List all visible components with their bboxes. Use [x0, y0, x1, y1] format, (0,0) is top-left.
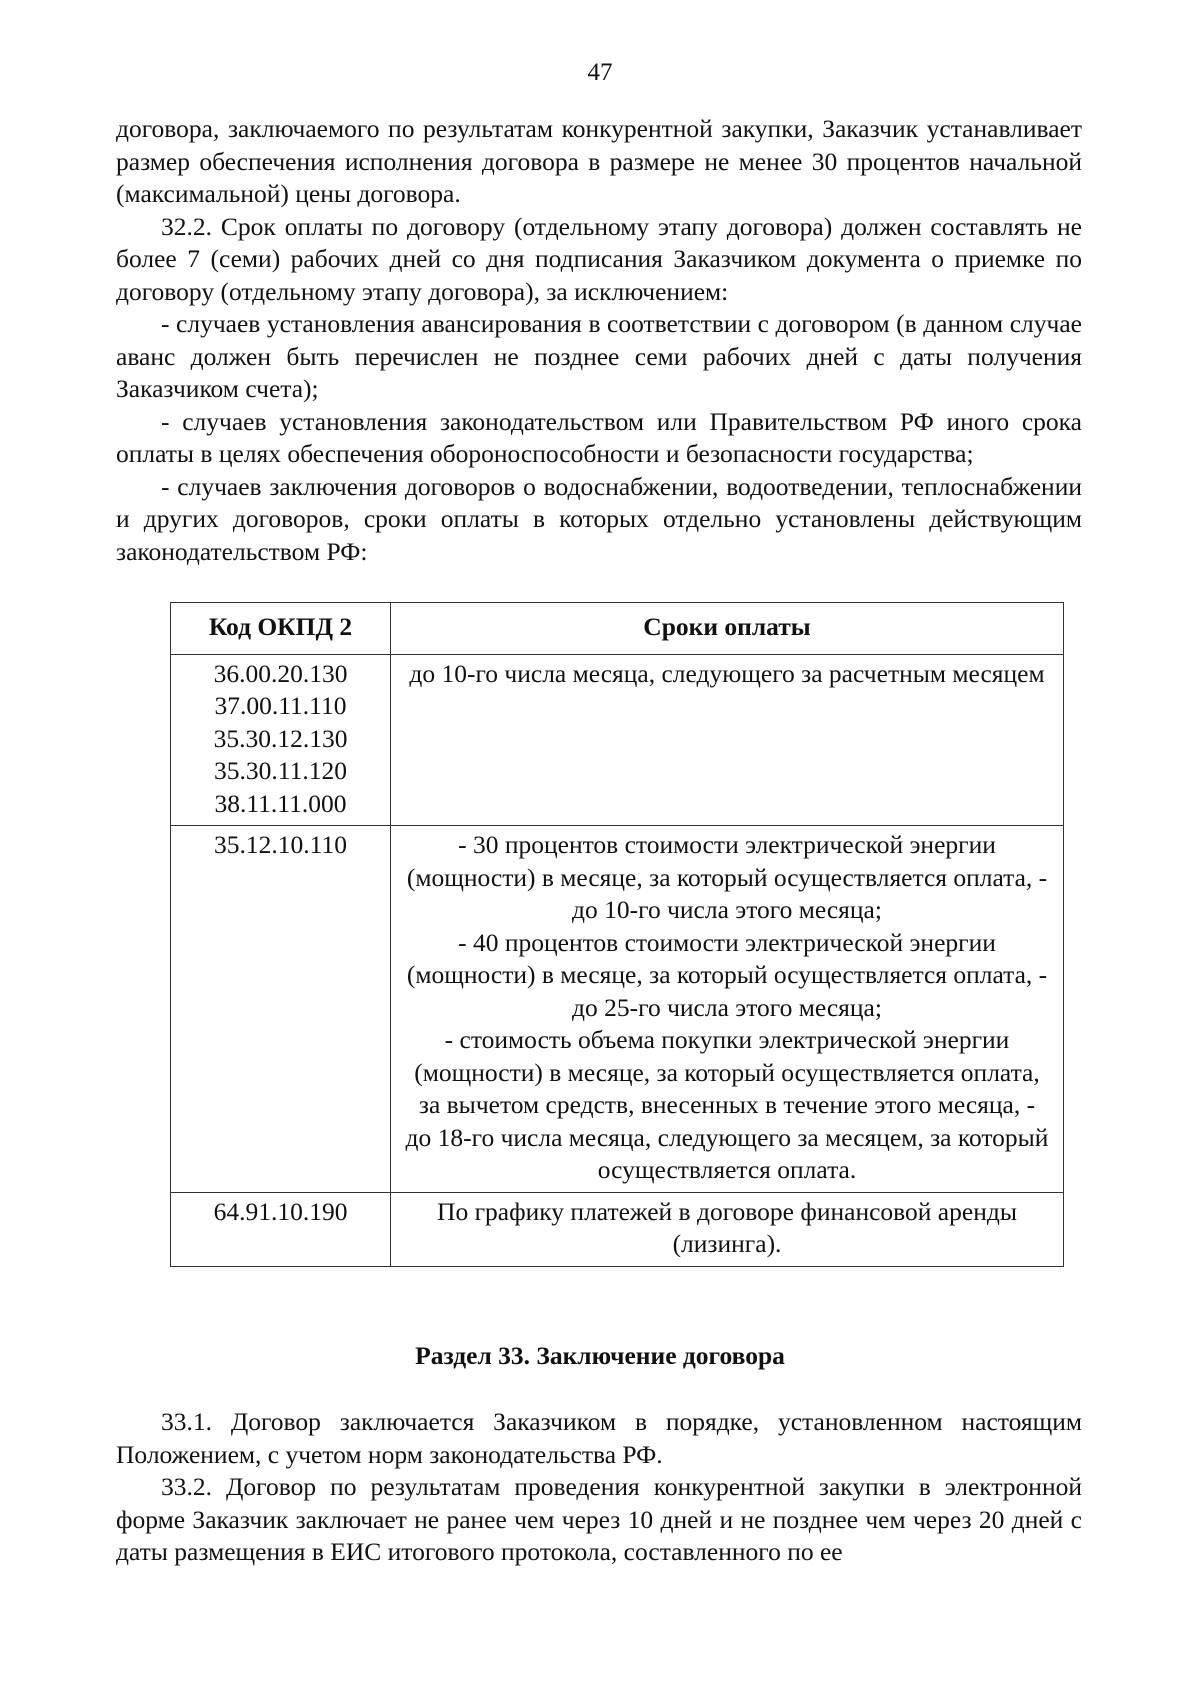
table-row [171, 826, 1064, 1193]
okpd-code: 36.00.20.130 [213, 658, 348, 688]
code-cell [171, 654, 391, 826]
payment-term: - стоимость объема покупки электрической энергии (мощности) в месяце, за который осуществляется оплата, за вычетом средств, внесенных в течение этого месяца, - до 18-го числа месяца, следующего за месяцем, за который осуществляется оплата. [405, 1025, 1049, 1184]
paragraph-continuation: договора, заключаемого по результатам конкурентной закупки, Заказчик устанавливает размер обеспечения исполнения договора в размере не менее 30 процентов начальной (максимальной) цены договора. [116, 114, 1082, 208]
code-cell [171, 826, 391, 1193]
okpd-code: 35.30.12.130 [213, 723, 348, 753]
okpd-code: 35.12.10.110 [214, 830, 347, 859]
exception-utilities: - случаев заключения договоров о водоснабжении, водоотведении, теплоснабжении и других договоров, сроки оплаты в которых отдельно установлены действующим законодательством РФ: [116, 471, 1082, 566]
table-row [171, 1192, 1064, 1266]
exception-advance: - случаев установления авансирования в соответствии с договором (в данном случае аванс должен быть перечислен не позднее семи рабочих дней с даты получения Заказчиком счета); [116, 309, 1082, 403]
terms-cell [391, 1192, 1064, 1266]
payment-term: По графику платежей в договоре финансовой аренды (лизинга). [437, 1196, 1017, 1258]
page-number: 47 [587, 59, 613, 86]
top-text [116, 113, 1082, 568]
table-row [171, 654, 1064, 826]
okpd-code: 38.11.11.000 [214, 788, 347, 818]
payment-term: - 30 процентов стоимости электрической энергии (мощности) в месяце, за который осуществляется оплата, - до 10-го числа этого месяца; [406, 830, 1048, 924]
payment-term: до 10-го числа месяца, следующего за расчетным месяцем [409, 658, 1045, 688]
header-okpd-code: Код ОКПД 2 [171, 603, 391, 655]
bottom-text [116, 1406, 1082, 1569]
paragraph-33-2: 33.2. Договор по результатам проведения конкурентной закупки в электронной форме Заказчик заключает не ранее чем через 10 дней и не позднее чем через 20 дней с даты размещения в ЕИС итогового протокола, составленного по ее [116, 1472, 1082, 1566]
paragraph-33-1: 33.1. Договор заключается Заказчиком в порядке, установленном настоящим Положением, с учетом норм законодательства РФ. [116, 1407, 1082, 1469]
okpd-code: 37.00.11.110 [214, 691, 347, 720]
paragraph-32-2: 32.2. Срок оплаты по договору (отдельному этапу договора) должен составлять не более 7 (семи) рабочих дней со дня подписания Заказчиком документа о приемке по договору (отдельному этапу договора), за исключением: [116, 211, 1082, 306]
payment-term: - 40 процентов стоимости электрической энергии (мощности) в месяце, за который осуществляется оплата, - до 25-го числа этого месяца; [406, 927, 1048, 1022]
terms-cell [391, 654, 1064, 826]
exception-government: - случаев установления законодательством или Правительством РФ иного срока оплаты в целях обеспечения обороноспособности и безопасности государства; [116, 406, 1082, 468]
table-header-row [171, 603, 1064, 655]
okpd-code: 35.30.11.120 [214, 756, 347, 785]
code-cell [171, 1192, 391, 1266]
okpd-code: 64.91.10.190 [213, 1196, 348, 1226]
payment-terms-table [170, 602, 1064, 1267]
header-payment-terms: Сроки оплаты [391, 603, 1064, 655]
section-heading: Раздел 33. Заключение договора [415, 1341, 785, 1370]
terms-cell [391, 826, 1064, 1193]
